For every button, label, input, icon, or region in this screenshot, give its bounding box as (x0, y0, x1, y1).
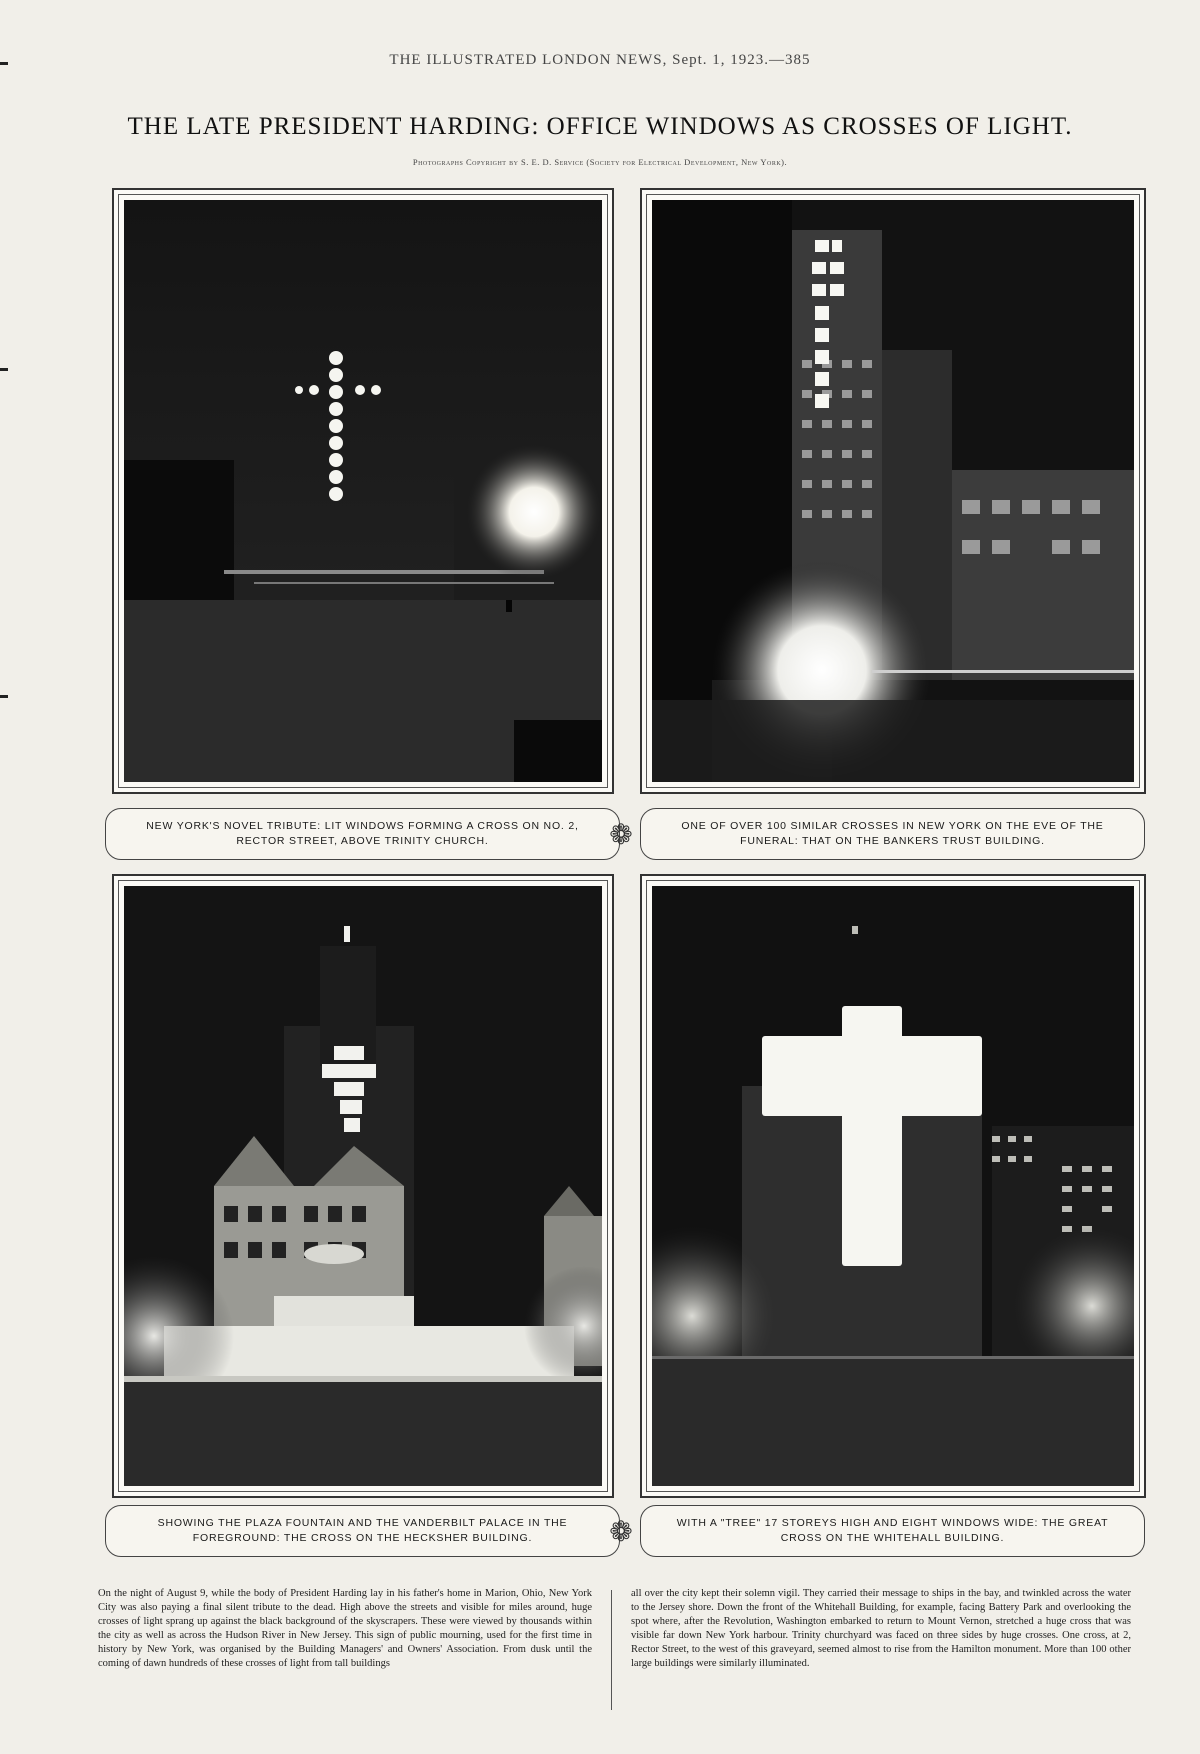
rosette-ornament-icon: ❁ (609, 1517, 633, 1548)
photo-plaza-fountain-cross (124, 886, 602, 1486)
caption-top-left: NEW YORK'S NOVEL TRIBUTE: LIT WINDOWS FORMING A CROSS ON NO. 2, RECTOR STREET, ABOVE TRINITY CHURCH. (105, 808, 620, 860)
caption-bottom-right: WITH A "TREE" 17 STOREYS HIGH AND EIGHT WINDOWS WIDE: THE GREAT CROSS ON THE WHITEHALL BUILDING. (640, 1505, 1145, 1557)
caption-bottom-left: SHOWING THE PLAZA FOUNTAIN AND THE VANDERBILT PALACE IN THE FOREGROUND: THE CROSS ON THE HECKSHER BUILDING. (105, 1505, 620, 1557)
photo-bankers-trust-cross (652, 200, 1134, 782)
column-rule (611, 1590, 612, 1710)
article-column-1: On the night of August 9, while the body of President Harding lay in his father's home in Marion, Ohio, New York City was also paying a final silent tribute to the dead. High above the streets and visible for miles around, huge crosses of light sprang up against the black background of the skyscrapers. These were viewed by thousands within the city as well as across the Hudson River in New Jersey. This sign of public mourning, used for the first time in history by New York, was organised by the Building Managers' and Owners' Association. From dusk until the coming of dawn hundreds of these crosses of light from tall buildings (98, 1588, 592, 1669)
photo-frame-bottom-left (112, 874, 614, 1498)
margin-mark (0, 695, 8, 698)
photo-whitehall-cross (652, 886, 1134, 1486)
photo-rector-street-cross (124, 200, 602, 782)
photo-frame-top-left (112, 188, 614, 794)
article-column-2: all over the city kept their solemn vigil. They carried their message to ships in the bay, and twinkled across the water to the Jersey shore. Down the front of the Whitehall Building, for example, facing Battery Park and overlooking the spot where, after the Revolution, Washington embarked to return to Mount Vernon, stretched a huge cross that was visible far down New York harbour. Trinity churchyard was faced on three sides by huge crosses. One cross, at 2, Rector Street, to the west of this graveyard, seemed almost to rise from the Hamilton monument. More than 100 other large buildings were similarly illuminated. (631, 1588, 1131, 1669)
plaza-fountain-night-scene (124, 886, 602, 1486)
caption-top-right: ONE OF OVER 100 SIMILAR CROSSES IN NEW YORK ON THE EVE OF THE FUNERAL: THAT ON THE BANKERS TRUST BUILDING. (640, 808, 1145, 860)
page-title: THE LATE PRESIDENT HARDING: OFFICE WINDOWS AS CROSSES OF LIGHT. (127, 113, 1073, 140)
page-header: THE ILLUSTRATED LONDON NEWS, Sept. 1, 1923.—385 (389, 52, 811, 68)
photo-frame-top-right (640, 188, 1146, 794)
rosette-ornament-icon: ❁ (609, 820, 633, 851)
photo-frame-bottom-right (640, 874, 1146, 1498)
photo-credit: Photographs Copyright by S. E. D. Service (Society for Electrical Development, New York). (412, 157, 788, 167)
rector-street-night-scene (124, 200, 602, 782)
whitehall-night-scene (652, 886, 1134, 1486)
bankers-trust-night-scene (652, 200, 1134, 782)
margin-mark (0, 368, 8, 371)
